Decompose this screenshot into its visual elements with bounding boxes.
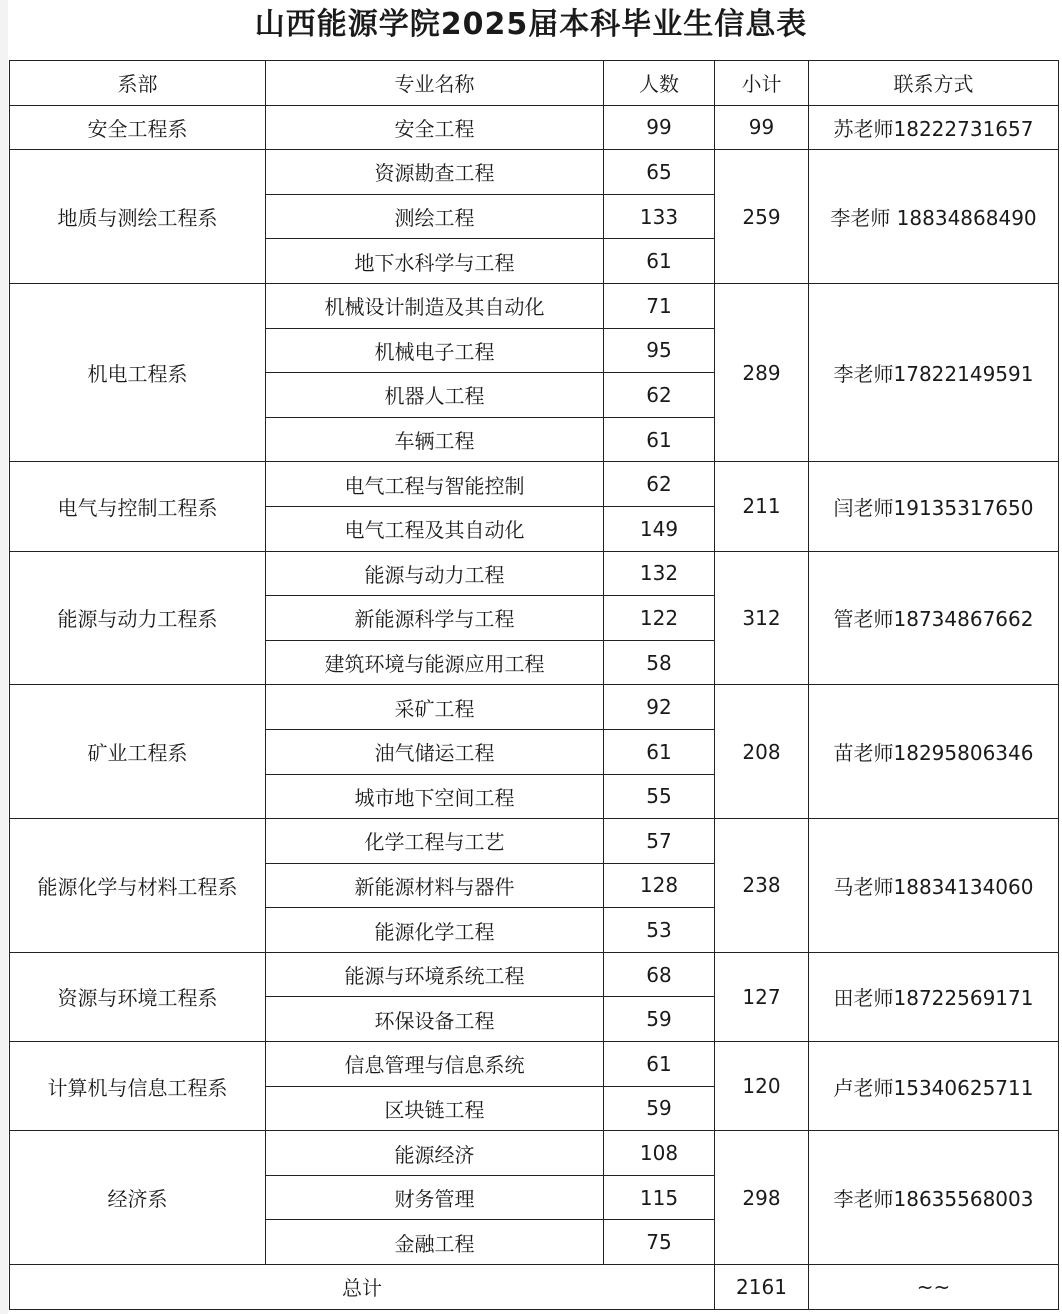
subtotal-cell: 99 (715, 105, 809, 150)
department-cell: 计算机与信息工程系 (10, 1042, 266, 1131)
count-cell: 59 (604, 1086, 715, 1131)
major-cell: 建筑环境与能源应用工程 (266, 640, 604, 685)
table-row (10, 952, 1059, 997)
count-cell: 61 (604, 239, 715, 284)
contact-cell: 苏老师18222731657 (809, 105, 1059, 150)
contact-cell: 李老师17822149591 (809, 283, 1059, 461)
major-cell: 金融工程 (266, 1220, 604, 1265)
department-cell: 矿业工程系 (10, 685, 266, 819)
count-cell: 61 (604, 417, 715, 462)
total-contact: ~~ (809, 1265, 1059, 1310)
major-cell: 资源勘查工程 (266, 150, 604, 195)
major-cell: 测绘工程 (266, 194, 604, 239)
sheet-left-edge (0, 0, 8, 1314)
contact-cell: 卢老师15340625711 (809, 1042, 1059, 1131)
count-cell: 61 (604, 729, 715, 774)
major-cell: 能源经济 (266, 1131, 604, 1176)
contact-cell: 苗老师18295806346 (809, 685, 1059, 819)
major-cell: 新能源科学与工程 (266, 596, 604, 641)
subtotal-cell: 211 (715, 462, 809, 551)
count-cell: 55 (604, 774, 715, 819)
count-cell: 133 (604, 194, 715, 239)
department-cell: 机电工程系 (10, 283, 266, 461)
count-cell: 75 (604, 1220, 715, 1265)
count-cell: 59 (604, 997, 715, 1042)
major-cell: 城市地下空间工程 (266, 774, 604, 819)
count-cell: 92 (604, 685, 715, 730)
major-cell: 环保设备工程 (266, 997, 604, 1042)
count-cell: 65 (604, 150, 715, 195)
department-cell: 经济系 (10, 1131, 266, 1265)
major-cell: 采矿工程 (266, 685, 604, 730)
contact-cell: 闫老师19135317650 (809, 462, 1059, 551)
count-cell: 53 (604, 908, 715, 953)
count-cell: 71 (604, 283, 715, 328)
table-row (10, 1042, 1059, 1087)
major-cell: 地下水科学与工程 (266, 239, 604, 284)
header-major: 专业名称 (266, 61, 604, 106)
graduate-info-table (9, 60, 1059, 1310)
major-cell: 能源化学工程 (266, 908, 604, 953)
contact-cell: 李老师 18834868490 (809, 150, 1059, 284)
major-cell: 机械设计制造及其自动化 (266, 283, 604, 328)
count-cell: 62 (604, 462, 715, 507)
count-cell: 62 (604, 373, 715, 418)
page-title: 山西能源学院2025届本科毕业生信息表 (254, 7, 808, 42)
count-cell: 95 (604, 328, 715, 373)
contact-cell: 马老师18834134060 (809, 819, 1059, 953)
count-cell: 58 (604, 640, 715, 685)
major-cell: 电气工程及其自动化 (266, 506, 604, 551)
major-cell: 新能源材料与器件 (266, 863, 604, 908)
department-cell: 能源与动力工程系 (10, 551, 266, 685)
count-cell: 61 (604, 1042, 715, 1087)
count-cell: 108 (604, 1131, 715, 1176)
major-cell: 油气储运工程 (266, 729, 604, 774)
subtotal-cell: 259 (715, 150, 809, 284)
header-contact: 联系方式 (809, 61, 1059, 106)
department-cell: 电气与控制工程系 (10, 462, 266, 551)
count-cell: 122 (604, 596, 715, 641)
table-row (10, 150, 1059, 195)
department-cell: 地质与测绘工程系 (10, 150, 266, 284)
subtotal-cell: 120 (715, 1042, 809, 1131)
table-row (10, 685, 1059, 730)
contact-cell: 李老师18635568003 (809, 1131, 1059, 1265)
total-label: 总计 (10, 1265, 715, 1310)
table-row (10, 283, 1059, 328)
contact-cell: 田老师18722569171 (809, 952, 1059, 1041)
count-cell: 99 (604, 105, 715, 150)
major-cell: 信息管理与信息系统 (266, 1042, 604, 1087)
header-department: 系部 (10, 61, 266, 106)
major-cell: 机器人工程 (266, 373, 604, 418)
major-cell: 机械电子工程 (266, 328, 604, 373)
department-cell: 安全工程系 (10, 105, 266, 150)
major-cell: 化学工程与工艺 (266, 819, 604, 864)
table-row (10, 551, 1059, 596)
major-cell: 能源与动力工程 (266, 551, 604, 596)
table-row (10, 819, 1059, 864)
subtotal-cell: 298 (715, 1131, 809, 1265)
header-count: 人数 (604, 61, 715, 106)
subtotal-cell: 312 (715, 551, 809, 685)
table-row (10, 1131, 1059, 1176)
major-cell: 安全工程 (266, 105, 604, 150)
major-cell: 财务管理 (266, 1175, 604, 1220)
subtotal-cell: 289 (715, 283, 809, 461)
table-row (10, 105, 1059, 150)
count-cell: 132 (604, 551, 715, 596)
table-body (10, 61, 1059, 1310)
total-row (10, 1265, 1059, 1310)
count-cell: 149 (604, 506, 715, 551)
major-cell: 电气工程与智能控制 (266, 462, 604, 507)
table-header-row (10, 61, 1059, 106)
subtotal-cell: 127 (715, 952, 809, 1041)
count-cell: 68 (604, 952, 715, 997)
department-cell: 能源化学与材料工程系 (10, 819, 266, 953)
count-cell: 115 (604, 1175, 715, 1220)
total-value: 2161 (715, 1265, 809, 1310)
count-cell: 57 (604, 819, 715, 864)
header-subtotal: 小计 (715, 61, 809, 106)
table-row (10, 462, 1059, 507)
subtotal-cell: 208 (715, 685, 809, 819)
major-cell: 区块链工程 (266, 1086, 604, 1131)
department-cell: 资源与环境工程系 (10, 952, 266, 1041)
major-cell: 能源与环境系统工程 (266, 952, 604, 997)
major-cell: 车辆工程 (266, 417, 604, 462)
count-cell: 128 (604, 863, 715, 908)
contact-cell: 管老师18734867662 (809, 551, 1059, 685)
subtotal-cell: 238 (715, 819, 809, 953)
